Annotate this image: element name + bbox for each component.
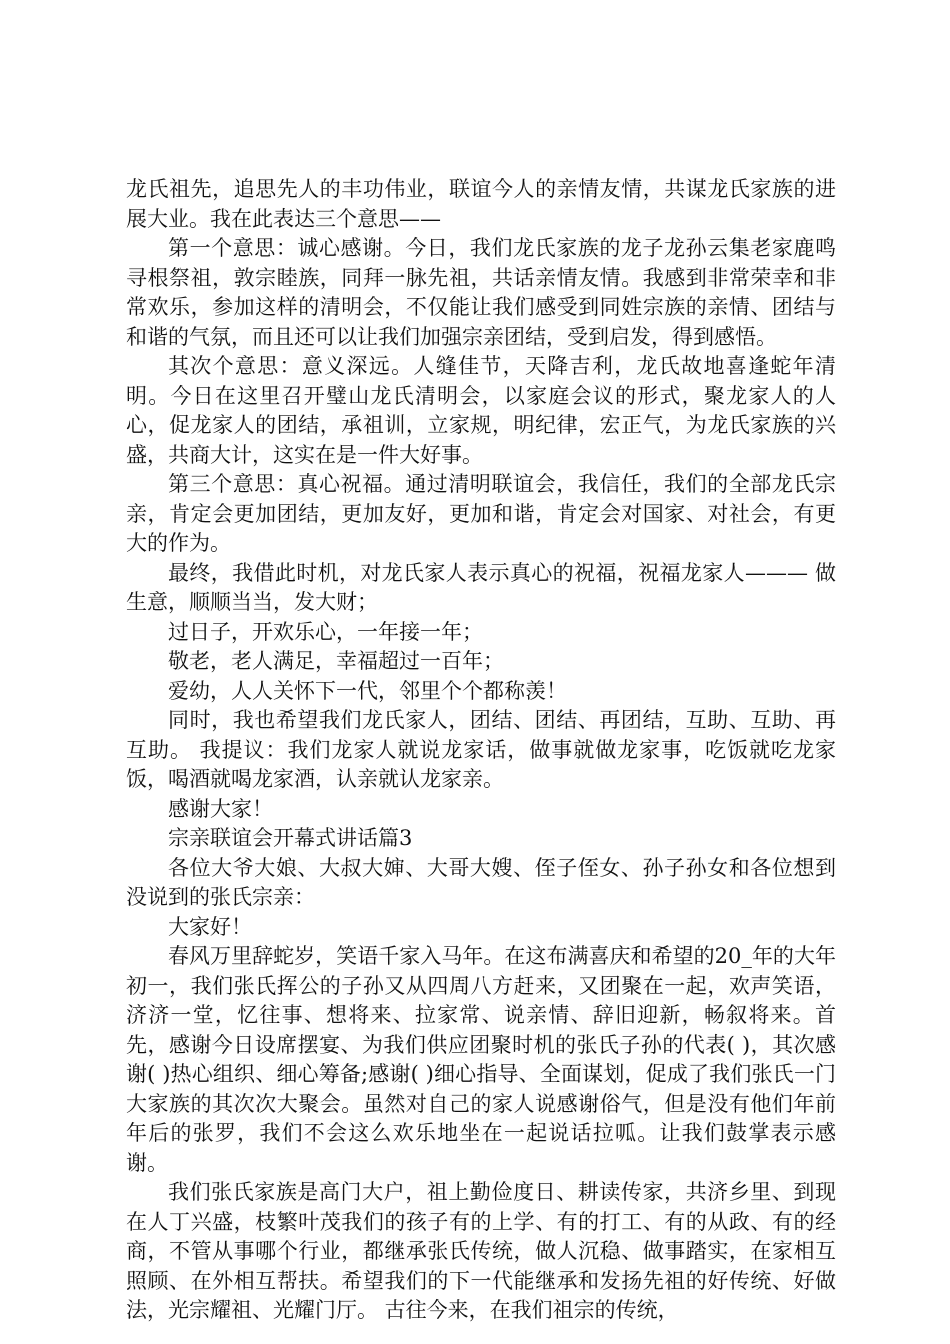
paragraph-second-meaning: 其次个意思：意义深远。人缝佳节，天降吉利，龙氏故地喜逢蛇年清明。今日在这里召开璧山龙氏清明会，以家庭会议的形式，聚龙家人的人心，促龙家人的团结，承祖训，立家规，明纪律，宏正气，为龙氏家族的兴盛，共商大计，这实在是一件大好事。	[126, 354, 836, 467]
paragraph-continuation: 龙氏祖先，追思先人的丰功伟业，联谊今人的亲情友情，共谋龙氏家族的进展大业。我在此表达三个意思——	[126, 177, 836, 231]
paragraph-hope: 同时，我也希望我们龙氏家人，团结、团结、再团结，互助、互助、再互助。 我提议：我们龙家人就说龙家话，做事就做龙家事，吃饭就吃龙家饭，喝酒就喝龙家酒，认亲就认龙家亲。	[126, 708, 836, 791]
paragraph-third-meaning: 第三个意思：真心祝福。通过清明联谊会，我信任，我们的全部龙氏宗亲，肯定会更加团结，更加友好，更加和谐，肯定会对国家、对社会，有更大的作为。	[126, 472, 836, 555]
paragraph-blessing: 最终，我借此时机，对龙氏家人表示真心的祝福，祝福龙家人——— 做生意，顺顺当当，发大财；	[126, 560, 836, 614]
document-body	[126, 175, 836, 1326]
paragraph-blessing-line: 敬老，老人满足，幸福超过一百年；	[168, 649, 504, 673]
paragraph-greeting: 大家好！	[168, 914, 252, 939]
paragraph-blessing-line: 爱幼，人人关怀下一代，邻里个个都称羡！	[168, 678, 567, 703]
section-heading: 宗亲联谊会开幕式讲话篇3	[168, 826, 413, 850]
paragraph-salutation: 各位大爷大娘、大叔大婶、大哥大嫂、侄子侄女、孙子孙女和各位想到没说到的张氏宗亲：	[126, 855, 836, 909]
paragraph-first-meaning: 第一个意思：诚心感谢。今日，我们龙氏家族的龙子龙孙云集老家鹿鸣寻根祭祖，敦宗睦族，同拜一脉先祖，共话亲情友情。我感到非常荣幸和非常欢乐，参加这样的清明会，不仅能让我们感受到同姓宗族的亲情、团结与和谐的气氛，而且还可以让我们加强宗亲团结，受到启发，得到感悟。	[126, 236, 836, 349]
paragraph-thanks: 感谢大家！	[168, 796, 273, 821]
paragraph-family-tradition: 我们张氏家族是高门大户，祖上勤俭度日、耕读传家，共济乡里、到现在人丁兴盛，枝繁叶茂我们的孩子有的上学、有的打工、有的从政、有的经商，不管从事哪个行业，都继承张氏传统，做人沉稳、做事踏实，在家相互照顾、在外相互帮扶。希望我们的下一代能继承和发扬先祖的好传统、好做法，光宗耀祖、光耀门厅。 古往今来，在我们祖宗的传统，	[126, 1180, 836, 1322]
paragraph-blessing-line: 过日子，开欢乐心，一年接一年；	[168, 619, 483, 644]
paragraph-new-year: 春风万里辞蛇岁，笑语千家入马年。在这布满喜庆和希望的20_年的大年初一，我们张氏挥公的子孙又从四周八方赶来，又团聚在一起，欢声笑语，济济一堂，忆往事、想将来、拉家常、说亲情、辞旧迎新，畅叙将来。首先，感谢今日设席摆宴、为我们供应团聚时机的张氏子孙的代表( )，其次感谢( )热心组织、细心筹备;感谢( )细心指导、全面谋划，促成了我们张氏一门大家族的其次次大聚会。虽然对自己的家人说感谢俗气，但是没有他们年前年后的张罗，我们不会这么欢乐地坐在一起说话拉呱。让我们鼓掌表示感谢。	[126, 944, 836, 1175]
